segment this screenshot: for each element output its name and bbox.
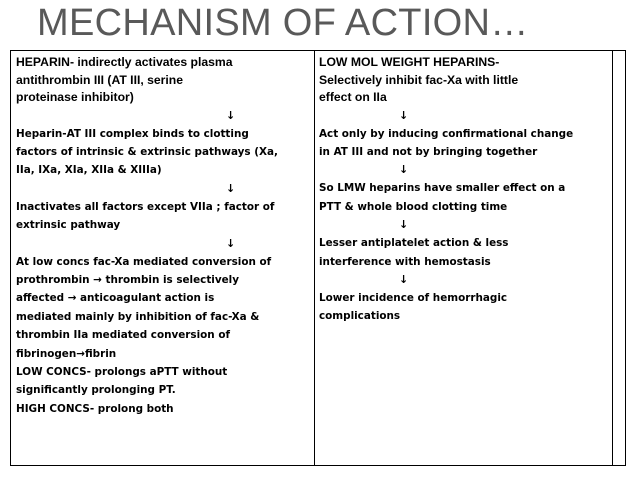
lmwh-header: LOW MOL WEIGHT HEPARINS- Selectively inhibit fac-Xa with little effect on IIa	[319, 55, 519, 104]
column-divider	[314, 51, 315, 465]
down-arrow-icon: ↓	[226, 108, 236, 122]
lmwh-point-3: Lesser antiplatelet action & less interference with hemostasis	[319, 237, 509, 268]
down-arrow-icon: ↓	[226, 181, 236, 195]
heparin-point-1: Heparin-AT III complex binds to clotting factors of intrinsic & extrinsic pathways (Xa, IIa, IXa, XIa, XIIa & XIIIa)	[16, 127, 278, 177]
comparison-table	[10, 50, 626, 466]
heparin-header: HEPARIN- indirectly activates plasma antithrombin III (AT III, serine proteinase inhibitor)	[16, 55, 233, 104]
heparin-column	[16, 54, 310, 418]
down-arrow-icon: ↓	[399, 163, 409, 177]
down-arrow-icon: ↓	[226, 236, 236, 250]
heparin-point-3: At low concs fac-Xa mediated conversion of prothrombin → thrombin is selectively affected → anticoagulant action is mediated mainly by inhibition of fac-Xa & thrombin IIa mediated conversion of fibrinogen→fibrin LOW CONCS- prolongs aPTT without significantly prolonging PT. HIGH CONCS- prolong both	[16, 255, 272, 415]
lmwh-column	[319, 54, 609, 326]
down-arrow-icon: ↓	[399, 218, 409, 232]
lmwh-point-1: Act only by inducing confirmational change in AT III and not by bringing together	[319, 127, 574, 158]
lmwh-point-2: So LMW heparins have smaller effect on a PTT & whole blood clotting time	[319, 182, 566, 213]
down-arrow-icon: ↓	[399, 108, 409, 122]
slide-title: MECHANISM OF ACTION…	[37, 2, 529, 44]
right-edge-divider	[612, 51, 613, 465]
down-arrow-icon: ↓	[399, 272, 409, 286]
heparin-point-2: Inactivates all factors except VIIa ; factor of extrinsic pathway	[16, 200, 275, 232]
lmwh-point-4: Lower incidence of hemorrhagic complications	[319, 291, 508, 323]
